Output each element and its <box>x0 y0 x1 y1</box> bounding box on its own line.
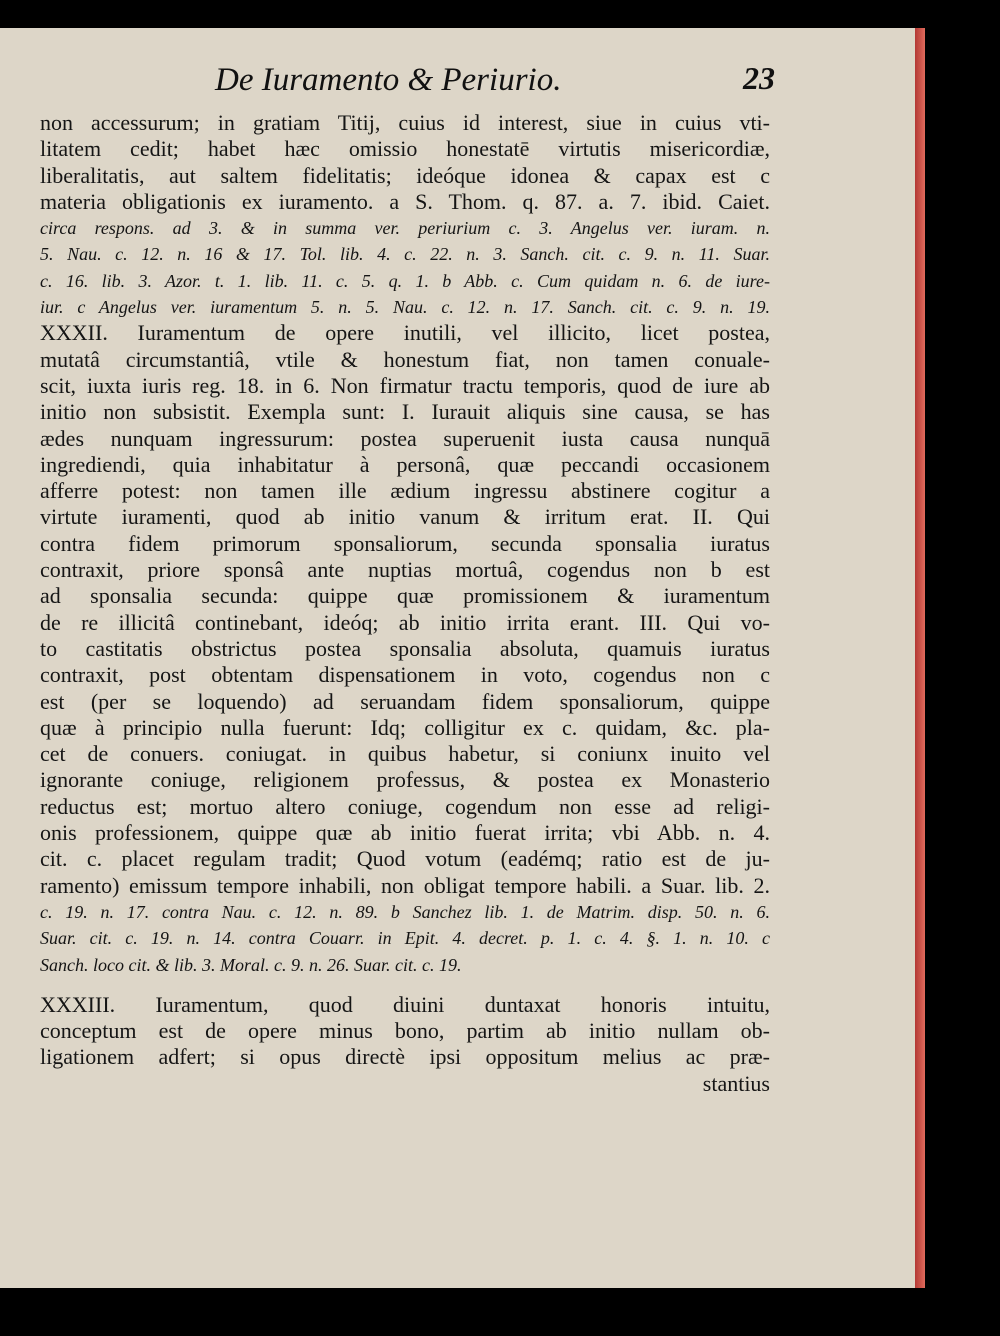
text-line: mutatâ circumstantiâ, vtile & honestum fiat, non tamen conuale- <box>40 346 770 372</box>
running-title: De Iuramento & Periurio. <box>215 62 562 98</box>
text-line: non accessurum; in gratiam Titij, cuius id interest, siue in cuius vti- <box>40 110 770 135</box>
page-body-text <box>40 110 770 1097</box>
text-line: ignorante coniuge, religionem professus, & postea ex Monasterio <box>40 767 770 793</box>
text-line: reductus est; mortuo altero coniuge, cogendum non esse ad religi- <box>40 793 770 819</box>
text-line: est (per se loquendo) ad seruandam fidem sponsaliorum, quippe <box>40 688 770 714</box>
text-line: Sanch. loco cit. & lib. 3. Moral. c. 9. n. 26. Suar. cit. c. 19. <box>40 954 462 975</box>
text-line: c. 19. n. 17. contra Nau. c. 12. n. 89. b Sanchez lib. 1. de Matrim. disp. 50. n. 6. <box>40 901 770 922</box>
text-line: liberalitatis, aut saltem fidelitatis; ideóque idonea & capax est c <box>40 162 770 188</box>
text-line: materia obligationis ex iuramento. a S. Thom. q. 87. a. 7. ibid. Caiet. <box>40 188 770 214</box>
text-line: circa respons. ad 3. & in summa ver. periurium c. 3. Angelus ver. iuram. n. <box>40 218 770 239</box>
text-line: de re illicitâ continebant, ideóq; ab initio irrita erant. III. Qui vo- <box>40 609 770 635</box>
page-number: 23 <box>743 60 775 96</box>
text-line: Suar. cit. c. 19. n. 14. contra Couarr. in Epit. 4. decret. p. 1. c. 4. §. 1. n. 10. c <box>40 928 770 949</box>
text-line: c. 16. lib. 3. Azor. t. 1. lib. 11. c. 5. q. 1. b Abb. c. Cum quidam n. 6. de iure- <box>40 270 770 291</box>
text-line: ramento) emissum tempore inhabili, non obligat tempore habili. a Suar. lib. 2. <box>40 872 770 898</box>
text-line: ædes nunquam ingressurum: postea superuenit iusta causa nunquā <box>40 425 770 451</box>
paragraph-gap <box>40 978 770 992</box>
text-line: iur. c Angelus ver. iuramentum 5. n. 5. Nau. c. 12. n. 17. Sanch. cit. c. 9. n. 19. <box>40 297 770 318</box>
text-line: XXXII. Iuramentum de opere inutili, vel illicito, licet postea, <box>40 320 770 346</box>
text-line: ligationem adfert; si opus directè ipsi oppositum melius ac præ- <box>40 1044 770 1070</box>
text-line: quæ à principio nulla fuerunt: Idq; colligitur ex c. quidam, &c. pla- <box>40 714 770 740</box>
text-line: onis professionem, quippe quæ ab initio fuerat irrita; vbi Abb. n. 4. <box>40 820 770 846</box>
text-line: afferre potest: non tamen ille ædium ingressu abstinere cogitur a <box>40 478 770 504</box>
text-line: conceptum est de opere minus bono, partim ab initio nullam ob- <box>40 1018 770 1044</box>
text-line: stantius <box>702 1070 770 1096</box>
text-line: initio non subsistit. Exempla sunt: I. Iurauit aliquis sine causa, se has <box>40 399 770 425</box>
text-line: contraxit, post obtentam dispensationem in voto, cogendus non c <box>40 662 770 688</box>
text-line: litatem cedit; habet hæc omissio honestatē virtutis misericordiæ, <box>40 136 770 162</box>
text-line: XXXIII. Iuramentum, quod diuini duntaxat honoris intuitu, <box>40 991 770 1017</box>
running-header <box>215 42 775 102</box>
text-line: scit, iuxta iuris reg. 18. in 6. Non firmatur tractu temporis, quod de iure ab <box>40 372 770 398</box>
text-line: cit. c. placet regulam tradit; Quod votum (eadémq; ratio est de ju- <box>40 846 770 872</box>
text-line: 5. Nau. c. 12. n. 16 & 17. Tol. lib. 4. c. 22. n. 3. Sanch. cit. c. 9. n. 11. Suar. <box>40 244 770 265</box>
text-line: contraxit, priore sponsâ ante nuptias mortuâ, cogendus non b est <box>40 557 770 583</box>
text-line: contra fidem primorum sponsaliorum, secunda sponsalia iuratus <box>40 530 770 556</box>
text-line: virtute iuramenti, quod ab initio vanum & irritum erat. II. Qui <box>40 504 770 530</box>
page-edge <box>915 28 925 1288</box>
text-line: ingrediendi, quia inhabitatur à personâ, quæ peccandi occasionem <box>40 451 770 477</box>
text-line: ad sponsalia secunda: quippe quæ promissionem & iuramentum <box>40 583 770 609</box>
text-line: to castitatis obstrictus postea sponsalia absoluta, quamuis iuratus <box>40 635 770 661</box>
text-line: cet de conuers. coniugat. in quibus habetur, si coniunx inuito vel <box>40 741 770 767</box>
